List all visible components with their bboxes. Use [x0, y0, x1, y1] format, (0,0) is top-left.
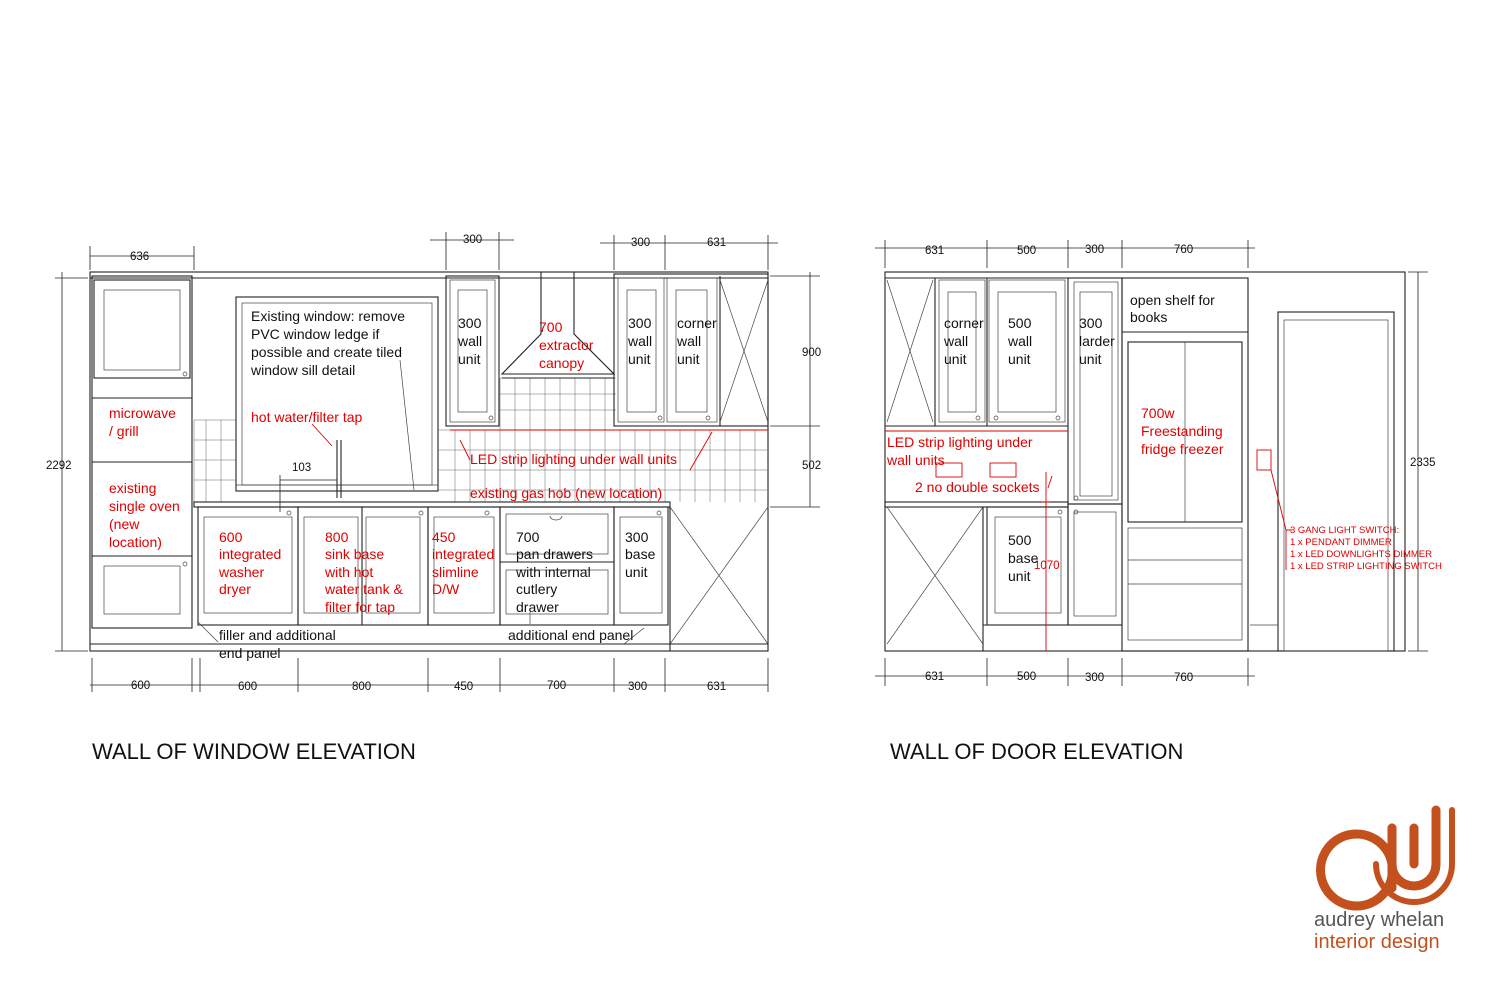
wall-units-right: [614, 274, 768, 426]
led-label: LED strip lighting under wall units: [470, 451, 677, 467]
socket: [990, 463, 1016, 477]
dim-2292: 2292: [46, 460, 72, 472]
tap-label: hot water/filter tap: [251, 409, 363, 425]
dim-top-2: 300: [1085, 244, 1105, 256]
dim-bottom-2: 800: [352, 681, 372, 693]
fridge-housing: [1122, 278, 1248, 651]
dim-bottom-1: 500: [1017, 671, 1037, 683]
dw-label: 450 integrated slimline D/W: [432, 529, 495, 597]
door-elevation: [875, 240, 1442, 764]
window-elevation: [46, 232, 821, 764]
window-dimension-labels: [46, 234, 821, 693]
dim-top-0: 631: [925, 245, 945, 257]
sink-label: 800 sink base with hot water tank & filter for tap: [325, 529, 403, 615]
dim-900: 900: [802, 347, 822, 359]
corner-wall-label: corner wall unit: [944, 315, 984, 367]
hob-label: existing gas hob (new location): [470, 485, 663, 501]
audrey-whelan-logo: [1314, 810, 1452, 953]
oven-label: existing single oven (new location): [109, 480, 180, 550]
dim-bottom-3: 760: [1174, 672, 1194, 684]
dim-bottom-1: 600: [238, 681, 258, 693]
filler-label: filler and additional end panel: [219, 627, 336, 661]
wall-unit-300-label: 300 wall unit: [458, 315, 483, 367]
sockets-label: 2 no double sockets: [915, 479, 1040, 495]
dim-bottom-5: 300: [628, 681, 648, 693]
washer-label: 600 integrated washer dryer: [219, 529, 282, 597]
dim-1070: 1070: [1034, 560, 1060, 572]
dim-bottom-6: 631: [707, 681, 727, 693]
window-labels: [109, 308, 721, 661]
door-led-label: LED strip lighting under wall units: [887, 434, 1033, 468]
switch-label: 3 GANG LIGHT SWITCH: 1 x PENDANT DIMMER 1 x LED DOWNLIGHTS DIMMER 1 x LED STRIP LIGHTING SWITCH: [1290, 525, 1442, 572]
oven-housing: [92, 276, 192, 628]
base-500-label: 500 base unit: [1008, 532, 1039, 584]
fridge-label: 700w Freestanding fridge freezer: [1141, 405, 1224, 457]
logo-line1: audrey whelan: [1314, 909, 1445, 931]
pan-drawers-label: 700 pan drawers with internal cutlery drawer: [516, 529, 594, 615]
aw-monogram-icon: [1321, 810, 1452, 906]
end-panel-label: additional end panel: [508, 627, 634, 643]
microwave-label: microwave / grill: [109, 405, 176, 439]
dim-103: 103: [292, 462, 312, 474]
corner-wall-label: corner wall unit: [677, 315, 717, 367]
dim-300b: 300: [631, 237, 651, 249]
dim-bottom-0: 631: [925, 671, 945, 683]
dim-bottom-0: 600: [131, 680, 151, 692]
larder-label: 300 larder unit: [1079, 315, 1115, 367]
door-base-units: [885, 502, 1122, 651]
door-elevation-title: WALL OF DOOR ELEVATION: [890, 739, 1184, 764]
wall-500-label: 500 wall unit: [1008, 315, 1033, 367]
light-switch: [1257, 450, 1271, 470]
dim-300a: 300: [463, 234, 483, 246]
door-annotation-leaders: [885, 431, 1292, 651]
dim-636: 636: [130, 251, 150, 263]
dim-502: 502: [802, 460, 822, 472]
dim-top-3: 760: [1174, 244, 1194, 256]
wall-unit-300b-label: 300 wall unit: [628, 315, 653, 367]
tap: [280, 440, 341, 512]
dim-bottom-2: 300: [1085, 672, 1105, 684]
dim-top-1: 500: [1017, 245, 1037, 257]
dim-bottom-4: 700: [547, 680, 567, 692]
shelf-label: open shelf for books: [1130, 292, 1215, 325]
extractor-label: 700 extractor canopy: [539, 319, 594, 371]
door: [1250, 312, 1394, 651]
door-labels: [886, 292, 1442, 584]
base-300-label: 300 base unit: [625, 529, 656, 580]
window-note: Existing window: remove PVC window ledge if possible and create tiled window sill detail: [251, 308, 406, 378]
dim-bottom-3: 450: [454, 681, 474, 693]
window-elevation-title: WALL OF WINDOW ELEVATION: [92, 739, 416, 764]
dim-631: 631: [707, 237, 727, 249]
door-dimension-labels: [925, 244, 1436, 684]
dim-2335: 2335: [1410, 457, 1436, 469]
worktop: [194, 502, 670, 507]
logo-line2: interior design: [1314, 931, 1440, 953]
